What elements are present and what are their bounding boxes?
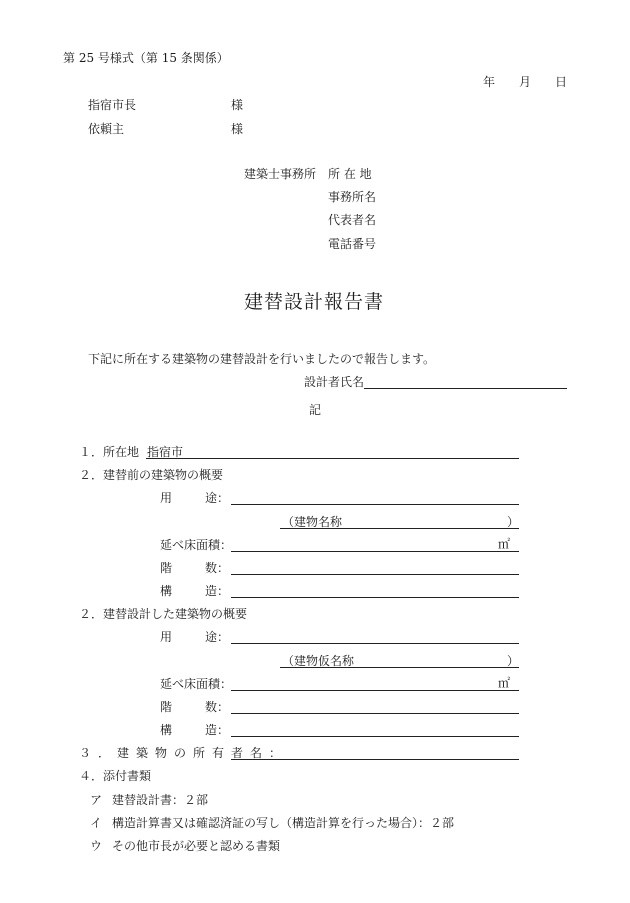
before-floor-area-label: 延べ床面積： — [160, 538, 233, 552]
page-title: 建替設計報告書 — [244, 291, 385, 313]
after-label: ２．建替設計した建築物の概要 — [79, 607, 248, 621]
after-floors-a: 階 — [160, 700, 173, 714]
ki-label: 記 — [309, 403, 322, 417]
after-floors-line[interactable] — [231, 713, 519, 714]
attachment-mark-b: イ — [90, 816, 103, 830]
before-floors-a: 階 — [160, 561, 173, 575]
before-structure-line[interactable] — [231, 597, 519, 598]
addressee-client-honorific: 様 — [231, 122, 244, 136]
owner-label: ３．建築物の所有者名： — [79, 746, 289, 760]
after-floors-b: 数： — [205, 700, 230, 714]
designer-name-line[interactable] — [364, 388, 567, 389]
after-bldg-name-open: （建物仮名称 — [282, 654, 355, 668]
after-structure-a: 構 — [160, 723, 173, 737]
before-structure-b: 造： — [205, 584, 230, 598]
before-floors-line[interactable] — [231, 574, 519, 575]
after-floor-area-label: 延べ床面積： — [160, 677, 233, 691]
office-field-phone: 電話番号 — [328, 237, 377, 251]
addressee-client: 依頼主 — [88, 122, 125, 136]
date-day: 日 — [555, 75, 568, 89]
addressee-mayor: 指宿市長 — [88, 98, 137, 112]
form-number: 第 25 号様式（第 15 条関係） — [63, 51, 229, 65]
after-structure-line[interactable] — [231, 736, 519, 737]
date-year: 年 — [483, 75, 496, 89]
designer-label: 設計者氏名 — [304, 375, 365, 389]
attachment-mark-c: ウ — [90, 839, 103, 853]
before-floor-area-unit: ㎡ — [498, 537, 511, 551]
before-use-line[interactable] — [231, 504, 519, 505]
attachment-text-c: その他市長が必要と認める書類 — [112, 839, 281, 853]
after-bldg-name-close: ） — [507, 654, 520, 668]
office-field-name: 事務所名 — [328, 190, 377, 204]
location-label: １．所在地 — [79, 445, 140, 459]
before-label: ２．建替前の建築物の概要 — [79, 468, 224, 482]
addressee-mayor-honorific: 様 — [231, 98, 244, 112]
after-use-b: 途： — [205, 630, 230, 644]
before-floors-b: 数： — [205, 561, 230, 575]
office-field-representative: 代表者名 — [328, 213, 377, 227]
before-floor-area-line[interactable] — [231, 551, 519, 552]
before-bldg-name-close: ） — [507, 515, 520, 529]
before-bldg-name-open: （建物名称 — [282, 515, 343, 529]
office-heading: 建築士事務所 — [244, 167, 317, 181]
before-use-a: 用 — [160, 491, 173, 505]
attachment-mark-a: ア — [90, 793, 103, 807]
owner-line[interactable] — [231, 759, 519, 760]
location-line[interactable] — [146, 458, 519, 459]
intro-text: 下記に所在する建築物の建替設計を行いましたので報告します。 — [88, 352, 436, 366]
before-use-b: 途： — [205, 491, 230, 505]
after-use-a: 用 — [160, 630, 173, 644]
after-bldg-name-line[interactable] — [280, 667, 519, 668]
attachments-label: ４．添付書類 — [79, 769, 152, 783]
before-bldg-name-line[interactable] — [280, 528, 519, 529]
location-value: 指宿市 — [147, 445, 184, 459]
after-floor-area-line[interactable] — [231, 690, 519, 691]
date-month: 月 — [519, 75, 532, 89]
after-use-line[interactable] — [231, 643, 519, 644]
after-floor-area-unit: ㎡ — [498, 676, 511, 690]
before-structure-a: 構 — [160, 584, 173, 598]
attachment-text-b: 構造計算書又は確認済証の写し（構造計算を行った場合）：２部 — [112, 816, 455, 830]
attachment-text-a: 建替設計書：２部 — [112, 793, 209, 807]
office-field-address: 所 在 地 — [328, 167, 372, 181]
after-structure-b: 造： — [205, 723, 230, 737]
